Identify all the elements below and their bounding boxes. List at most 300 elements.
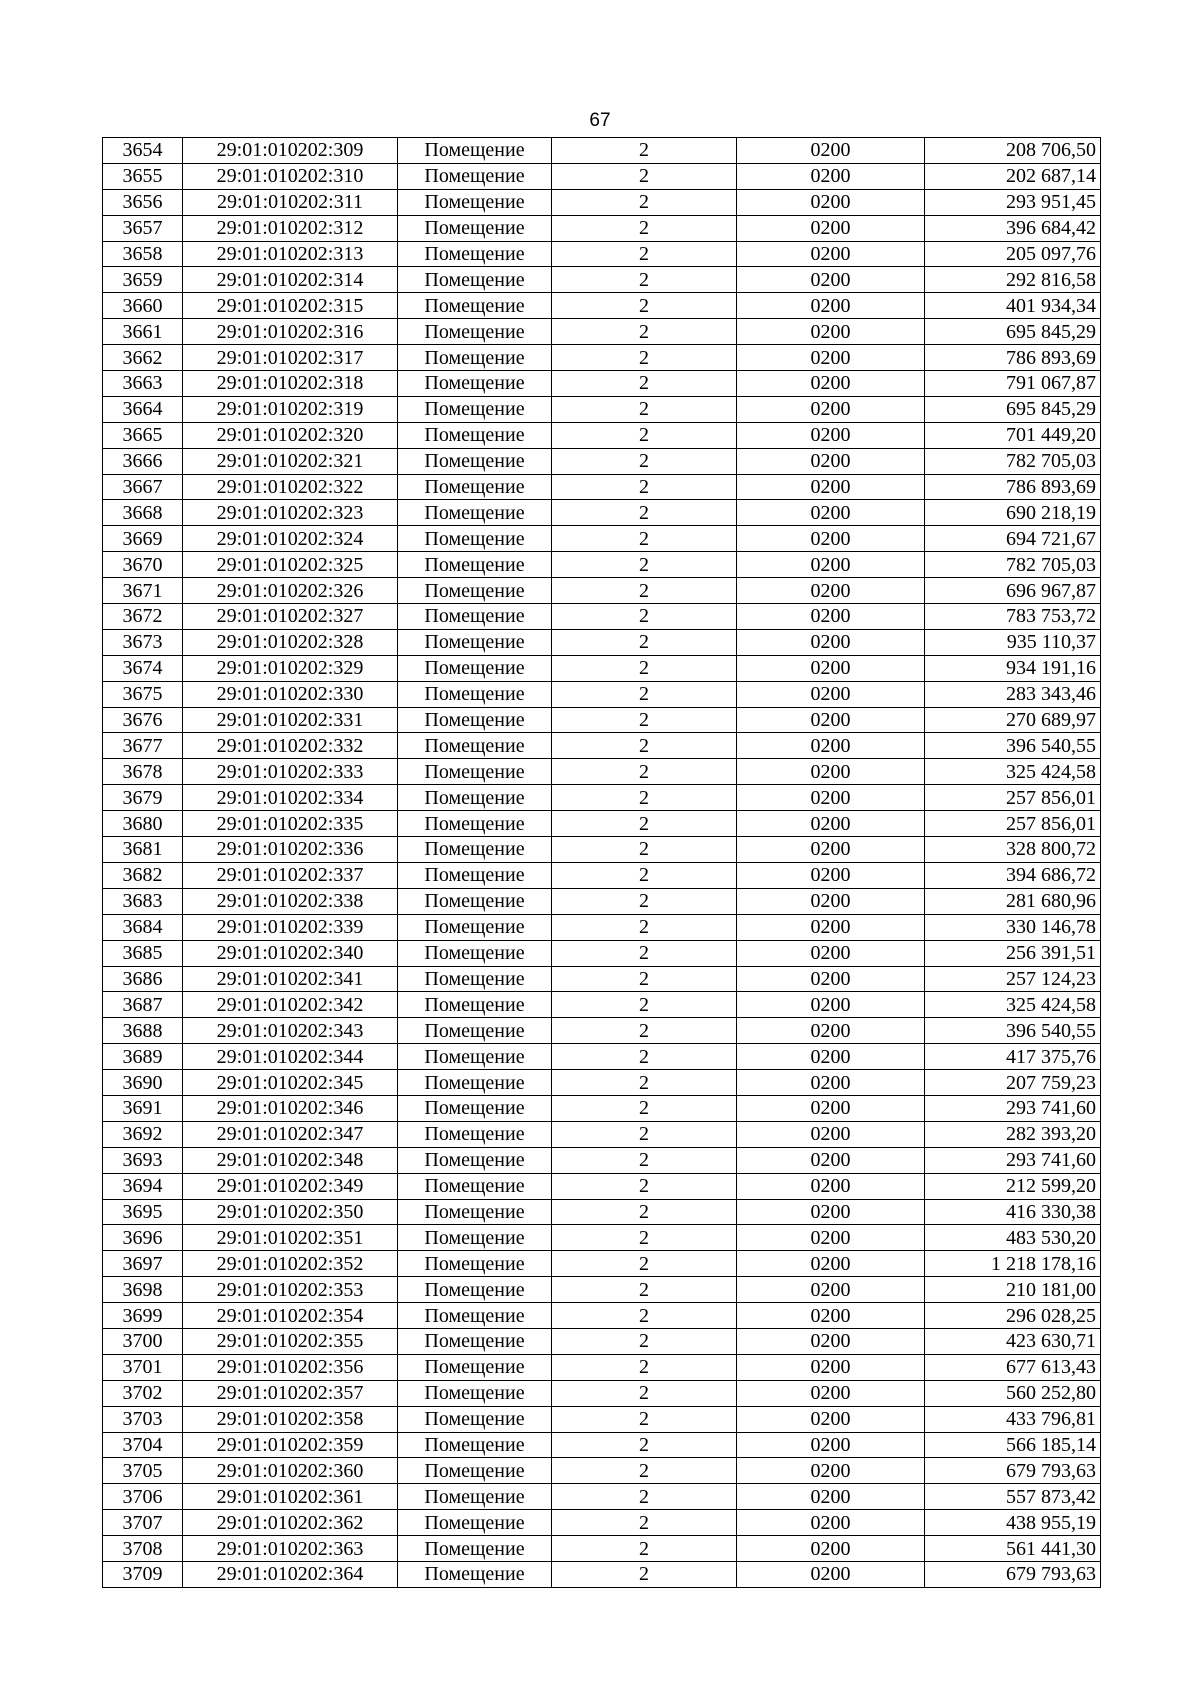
quantity-cell: 2 bbox=[552, 189, 737, 215]
cadastral-value-cell: 330 146,78 bbox=[925, 914, 1101, 940]
object-type-cell: Помещение bbox=[398, 604, 552, 630]
object-type-cell: Помещение bbox=[398, 1095, 552, 1121]
table-row bbox=[103, 526, 1101, 552]
quantity-cell: 2 bbox=[552, 1303, 737, 1329]
table-row bbox=[103, 966, 1101, 992]
object-type-cell: Помещение bbox=[398, 293, 552, 319]
code-cell: 0200 bbox=[737, 1354, 925, 1380]
cadastral-number-cell: 29:01:010202:315 bbox=[183, 293, 398, 319]
object-type-cell: Помещение bbox=[398, 1121, 552, 1147]
row-number-cell: 3703 bbox=[103, 1406, 183, 1432]
object-type-cell: Помещение bbox=[398, 1173, 552, 1199]
cadastral-value-cell: 782 705,03 bbox=[925, 448, 1101, 474]
registry-table-body bbox=[103, 138, 1101, 1588]
table-row bbox=[103, 1018, 1101, 1044]
cadastral-number-cell: 29:01:010202:353 bbox=[183, 1277, 398, 1303]
cadastral-value-cell: 690 218,19 bbox=[925, 500, 1101, 526]
row-number-cell: 3695 bbox=[103, 1199, 183, 1225]
quantity-cell: 2 bbox=[552, 1173, 737, 1199]
quantity-cell: 2 bbox=[552, 448, 737, 474]
cadastral-value-cell: 423 630,71 bbox=[925, 1328, 1101, 1354]
code-cell: 0200 bbox=[737, 1225, 925, 1251]
cadastral-value-cell: 782 705,03 bbox=[925, 552, 1101, 578]
table-row bbox=[103, 1303, 1101, 1329]
row-number-cell: 3701 bbox=[103, 1354, 183, 1380]
cadastral-number-cell: 29:01:010202:329 bbox=[183, 655, 398, 681]
table-row bbox=[103, 785, 1101, 811]
cadastral-value-cell: 483 530,20 bbox=[925, 1225, 1101, 1251]
code-cell: 0200 bbox=[737, 914, 925, 940]
object-type-cell: Помещение bbox=[398, 474, 552, 500]
cadastral-value-cell: 701 449,20 bbox=[925, 422, 1101, 448]
quantity-cell: 2 bbox=[552, 138, 737, 164]
object-type-cell: Помещение bbox=[398, 655, 552, 681]
quantity-cell: 2 bbox=[552, 1070, 737, 1096]
quantity-cell: 2 bbox=[552, 1406, 737, 1432]
cadastral-number-cell: 29:01:010202:340 bbox=[183, 940, 398, 966]
code-cell: 0200 bbox=[737, 1380, 925, 1406]
quantity-cell: 2 bbox=[552, 1018, 737, 1044]
table-row bbox=[103, 811, 1101, 837]
quantity-cell: 2 bbox=[552, 1328, 737, 1354]
cadastral-number-cell: 29:01:010202:330 bbox=[183, 681, 398, 707]
cadastral-number-cell: 29:01:010202:355 bbox=[183, 1328, 398, 1354]
object-type-cell: Помещение bbox=[398, 1225, 552, 1251]
object-type-cell: Помещение bbox=[398, 552, 552, 578]
table-row bbox=[103, 1147, 1101, 1173]
object-type-cell: Помещение bbox=[398, 1510, 552, 1536]
object-type-cell: Помещение bbox=[398, 862, 552, 888]
row-number-cell: 3694 bbox=[103, 1173, 183, 1199]
quantity-cell: 2 bbox=[552, 1199, 737, 1225]
row-number-cell: 3709 bbox=[103, 1561, 183, 1587]
cadastral-value-cell: 679 793,63 bbox=[925, 1458, 1101, 1484]
quantity-cell: 2 bbox=[552, 345, 737, 371]
object-type-cell: Помещение bbox=[398, 681, 552, 707]
cadastral-value-cell: 561 441,30 bbox=[925, 1536, 1101, 1562]
cadastral-number-cell: 29:01:010202:311 bbox=[183, 189, 398, 215]
table-row bbox=[103, 655, 1101, 681]
row-number-cell: 3692 bbox=[103, 1121, 183, 1147]
quantity-cell: 2 bbox=[552, 163, 737, 189]
quantity-cell: 2 bbox=[552, 707, 737, 733]
cadastral-value-cell: 396 540,55 bbox=[925, 733, 1101, 759]
cadastral-number-cell: 29:01:010202:337 bbox=[183, 862, 398, 888]
row-number-cell: 3679 bbox=[103, 785, 183, 811]
cadastral-number-cell: 29:01:010202:361 bbox=[183, 1484, 398, 1510]
quantity-cell: 2 bbox=[552, 681, 737, 707]
object-type-cell: Помещение bbox=[398, 1458, 552, 1484]
row-number-cell: 3667 bbox=[103, 474, 183, 500]
table-row bbox=[103, 448, 1101, 474]
cadastral-number-cell: 29:01:010202:318 bbox=[183, 371, 398, 397]
cadastral-number-cell: 29:01:010202:336 bbox=[183, 837, 398, 863]
row-number-cell: 3707 bbox=[103, 1510, 183, 1536]
row-number-cell: 3702 bbox=[103, 1380, 183, 1406]
quantity-cell: 2 bbox=[552, 1510, 737, 1536]
quantity-cell: 2 bbox=[552, 396, 737, 422]
cadastral-value-cell: 677 613,43 bbox=[925, 1354, 1101, 1380]
quantity-cell: 2 bbox=[552, 1561, 737, 1587]
row-number-cell: 3660 bbox=[103, 293, 183, 319]
row-number-cell: 3678 bbox=[103, 759, 183, 785]
row-number-cell: 3670 bbox=[103, 552, 183, 578]
code-cell: 0200 bbox=[737, 474, 925, 500]
cadastral-value-cell: 325 424,58 bbox=[925, 992, 1101, 1018]
cadastral-value-cell: 791 067,87 bbox=[925, 371, 1101, 397]
table-row bbox=[103, 293, 1101, 319]
row-number-cell: 3676 bbox=[103, 707, 183, 733]
cadastral-number-cell: 29:01:010202:357 bbox=[183, 1380, 398, 1406]
quantity-cell: 2 bbox=[552, 759, 737, 785]
cadastral-value-cell: 786 893,69 bbox=[925, 345, 1101, 371]
table-row bbox=[103, 1432, 1101, 1458]
cadastral-number-cell: 29:01:010202:323 bbox=[183, 500, 398, 526]
object-type-cell: Помещение bbox=[398, 578, 552, 604]
row-number-cell: 3654 bbox=[103, 138, 183, 164]
cadastral-number-cell: 29:01:010202:309 bbox=[183, 138, 398, 164]
cadastral-number-cell: 29:01:010202:363 bbox=[183, 1536, 398, 1562]
cadastral-value-cell: 270 689,97 bbox=[925, 707, 1101, 733]
table-row bbox=[103, 241, 1101, 267]
quantity-cell: 2 bbox=[552, 1536, 737, 1562]
object-type-cell: Помещение bbox=[398, 1432, 552, 1458]
quantity-cell: 2 bbox=[552, 267, 737, 293]
cadastral-value-cell: 208 706,50 bbox=[925, 138, 1101, 164]
row-number-cell: 3661 bbox=[103, 319, 183, 345]
code-cell: 0200 bbox=[737, 267, 925, 293]
cadastral-number-cell: 29:01:010202:320 bbox=[183, 422, 398, 448]
object-type-cell: Помещение bbox=[398, 1277, 552, 1303]
row-number-cell: 3700 bbox=[103, 1328, 183, 1354]
object-type-cell: Помещение bbox=[398, 163, 552, 189]
cadastral-number-cell: 29:01:010202:348 bbox=[183, 1147, 398, 1173]
table-row bbox=[103, 474, 1101, 500]
code-cell: 0200 bbox=[737, 707, 925, 733]
quantity-cell: 2 bbox=[552, 1354, 737, 1380]
code-cell: 0200 bbox=[737, 448, 925, 474]
cadastral-number-cell: 29:01:010202:360 bbox=[183, 1458, 398, 1484]
code-cell: 0200 bbox=[737, 681, 925, 707]
table-row bbox=[103, 707, 1101, 733]
cadastral-number-cell: 29:01:010202:332 bbox=[183, 733, 398, 759]
code-cell: 0200 bbox=[737, 1484, 925, 1510]
cadastral-number-cell: 29:01:010202:352 bbox=[183, 1251, 398, 1277]
quantity-cell: 2 bbox=[552, 1484, 737, 1510]
cadastral-number-cell: 29:01:010202:333 bbox=[183, 759, 398, 785]
quantity-cell: 2 bbox=[552, 1277, 737, 1303]
cadastral-number-cell: 29:01:010202:322 bbox=[183, 474, 398, 500]
code-cell: 0200 bbox=[737, 888, 925, 914]
code-cell: 0200 bbox=[737, 293, 925, 319]
code-cell: 0200 bbox=[737, 966, 925, 992]
object-type-cell: Помещение bbox=[398, 1044, 552, 1070]
table-row bbox=[103, 1510, 1101, 1536]
object-type-cell: Помещение bbox=[398, 371, 552, 397]
code-cell: 0200 bbox=[737, 241, 925, 267]
quantity-cell: 2 bbox=[552, 1251, 737, 1277]
quantity-cell: 2 bbox=[552, 888, 737, 914]
table-row bbox=[103, 138, 1101, 164]
row-number-cell: 3657 bbox=[103, 215, 183, 241]
registry-table bbox=[102, 137, 1101, 1588]
cadastral-number-cell: 29:01:010202:341 bbox=[183, 966, 398, 992]
row-number-cell: 3696 bbox=[103, 1225, 183, 1251]
row-number-cell: 3680 bbox=[103, 811, 183, 837]
row-number-cell: 3668 bbox=[103, 500, 183, 526]
row-number-cell: 3664 bbox=[103, 396, 183, 422]
cadastral-number-cell: 29:01:010202:346 bbox=[183, 1095, 398, 1121]
table-row bbox=[103, 862, 1101, 888]
code-cell: 0200 bbox=[737, 1147, 925, 1173]
page-number: 67 bbox=[589, 110, 611, 131]
cadastral-value-cell: 257 856,01 bbox=[925, 785, 1101, 811]
cadastral-value-cell: 282 393,20 bbox=[925, 1121, 1101, 1147]
code-cell: 0200 bbox=[737, 862, 925, 888]
code-cell: 0200 bbox=[737, 940, 925, 966]
cadastral-number-cell: 29:01:010202:335 bbox=[183, 811, 398, 837]
object-type-cell: Помещение bbox=[398, 1406, 552, 1432]
quantity-cell: 2 bbox=[552, 578, 737, 604]
cadastral-value-cell: 292 816,58 bbox=[925, 267, 1101, 293]
object-type-cell: Помещение bbox=[398, 811, 552, 837]
cadastral-value-cell: 401 934,34 bbox=[925, 293, 1101, 319]
cadastral-value-cell: 694 721,67 bbox=[925, 526, 1101, 552]
object-type-cell: Помещение bbox=[398, 189, 552, 215]
cadastral-number-cell: 29:01:010202:347 bbox=[183, 1121, 398, 1147]
table-row bbox=[103, 552, 1101, 578]
code-cell: 0200 bbox=[737, 1018, 925, 1044]
quantity-cell: 2 bbox=[552, 500, 737, 526]
quantity-cell: 2 bbox=[552, 940, 737, 966]
quantity-cell: 2 bbox=[552, 966, 737, 992]
object-type-cell: Помещение bbox=[398, 785, 552, 811]
row-number-cell: 3699 bbox=[103, 1303, 183, 1329]
cadastral-number-cell: 29:01:010202:358 bbox=[183, 1406, 398, 1432]
quantity-cell: 2 bbox=[552, 319, 737, 345]
cadastral-number-cell: 29:01:010202:350 bbox=[183, 1199, 398, 1225]
quantity-cell: 2 bbox=[552, 733, 737, 759]
row-number-cell: 3677 bbox=[103, 733, 183, 759]
object-type-cell: Помещение bbox=[398, 1328, 552, 1354]
object-type-cell: Помещение bbox=[398, 837, 552, 863]
code-cell: 0200 bbox=[737, 629, 925, 655]
quantity-cell: 2 bbox=[552, 837, 737, 863]
cadastral-value-cell: 396 684,42 bbox=[925, 215, 1101, 241]
quantity-cell: 2 bbox=[552, 862, 737, 888]
object-type-cell: Помещение bbox=[398, 396, 552, 422]
code-cell: 0200 bbox=[737, 1121, 925, 1147]
table-row bbox=[103, 578, 1101, 604]
row-number-cell: 3691 bbox=[103, 1095, 183, 1121]
object-type-cell: Помещение bbox=[398, 1303, 552, 1329]
cadastral-value-cell: 695 845,29 bbox=[925, 319, 1101, 345]
row-number-cell: 3705 bbox=[103, 1458, 183, 1484]
row-number-cell: 3704 bbox=[103, 1432, 183, 1458]
cadastral-value-cell: 783 753,72 bbox=[925, 604, 1101, 630]
table-row bbox=[103, 837, 1101, 863]
cadastral-number-cell: 29:01:010202:356 bbox=[183, 1354, 398, 1380]
quantity-cell: 2 bbox=[552, 992, 737, 1018]
table-row bbox=[103, 733, 1101, 759]
object-type-cell: Помещение bbox=[398, 1536, 552, 1562]
row-number-cell: 3693 bbox=[103, 1147, 183, 1173]
code-cell: 0200 bbox=[737, 785, 925, 811]
table-row bbox=[103, 1536, 1101, 1562]
code-cell: 0200 bbox=[737, 1303, 925, 1329]
object-type-cell: Помещение bbox=[398, 241, 552, 267]
code-cell: 0200 bbox=[737, 1458, 925, 1484]
row-number-cell: 3683 bbox=[103, 888, 183, 914]
object-type-cell: Помещение bbox=[398, 1199, 552, 1225]
object-type-cell: Помещение bbox=[398, 1070, 552, 1096]
row-number-cell: 3655 bbox=[103, 163, 183, 189]
row-number-cell: 3697 bbox=[103, 1251, 183, 1277]
object-type-cell: Помещение bbox=[398, 914, 552, 940]
table-row bbox=[103, 1406, 1101, 1432]
table-row bbox=[103, 396, 1101, 422]
cadastral-value-cell: 560 252,80 bbox=[925, 1380, 1101, 1406]
table-row bbox=[103, 1380, 1101, 1406]
code-cell: 0200 bbox=[737, 811, 925, 837]
row-number-cell: 3686 bbox=[103, 966, 183, 992]
code-cell: 0200 bbox=[737, 1199, 925, 1225]
code-cell: 0200 bbox=[737, 1510, 925, 1536]
row-number-cell: 3666 bbox=[103, 448, 183, 474]
cadastral-value-cell: 934 191,16 bbox=[925, 655, 1101, 681]
cadastral-number-cell: 29:01:010202:345 bbox=[183, 1070, 398, 1096]
code-cell: 0200 bbox=[737, 1328, 925, 1354]
object-type-cell: Помещение bbox=[398, 1251, 552, 1277]
cadastral-number-cell: 29:01:010202:327 bbox=[183, 604, 398, 630]
object-type-cell: Помещение bbox=[398, 448, 552, 474]
cadastral-number-cell: 29:01:010202:342 bbox=[183, 992, 398, 1018]
table-row bbox=[103, 215, 1101, 241]
row-number-cell: 3674 bbox=[103, 655, 183, 681]
cadastral-value-cell: 679 793,63 bbox=[925, 1561, 1101, 1587]
code-cell: 0200 bbox=[737, 1406, 925, 1432]
object-type-cell: Помещение bbox=[398, 500, 552, 526]
cadastral-value-cell: 438 955,19 bbox=[925, 1510, 1101, 1536]
cadastral-value-cell: 257 124,23 bbox=[925, 966, 1101, 992]
object-type-cell: Помещение bbox=[398, 1147, 552, 1173]
cadastral-number-cell: 29:01:010202:313 bbox=[183, 241, 398, 267]
table-row bbox=[103, 1044, 1101, 1070]
cadastral-value-cell: 557 873,42 bbox=[925, 1484, 1101, 1510]
table-row bbox=[103, 888, 1101, 914]
code-cell: 0200 bbox=[737, 138, 925, 164]
code-cell: 0200 bbox=[737, 1173, 925, 1199]
cadastral-value-cell: 283 343,46 bbox=[925, 681, 1101, 707]
row-number-cell: 3665 bbox=[103, 422, 183, 448]
code-cell: 0200 bbox=[737, 371, 925, 397]
object-type-cell: Помещение bbox=[398, 1018, 552, 1044]
table-row bbox=[103, 319, 1101, 345]
table-row bbox=[103, 604, 1101, 630]
object-type-cell: Помещение bbox=[398, 138, 552, 164]
cadastral-value-cell: 695 845,29 bbox=[925, 396, 1101, 422]
quantity-cell: 2 bbox=[552, 526, 737, 552]
cadastral-number-cell: 29:01:010202:364 bbox=[183, 1561, 398, 1587]
table-row bbox=[103, 940, 1101, 966]
cadastral-value-cell: 205 097,76 bbox=[925, 241, 1101, 267]
table-row bbox=[103, 1277, 1101, 1303]
code-cell: 0200 bbox=[737, 500, 925, 526]
row-number-cell: 3663 bbox=[103, 371, 183, 397]
table-row bbox=[103, 345, 1101, 371]
table-row bbox=[103, 189, 1101, 215]
quantity-cell: 2 bbox=[552, 293, 737, 319]
code-cell: 0200 bbox=[737, 189, 925, 215]
cadastral-value-cell: 281 680,96 bbox=[925, 888, 1101, 914]
code-cell: 0200 bbox=[737, 837, 925, 863]
cadastral-value-cell: 328 800,72 bbox=[925, 837, 1101, 863]
object-type-cell: Помещение bbox=[398, 319, 552, 345]
row-number-cell: 3698 bbox=[103, 1277, 183, 1303]
code-cell: 0200 bbox=[737, 1536, 925, 1562]
code-cell: 0200 bbox=[737, 552, 925, 578]
row-number-cell: 3706 bbox=[103, 1484, 183, 1510]
cadastral-number-cell: 29:01:010202:310 bbox=[183, 163, 398, 189]
object-type-cell: Помещение bbox=[398, 1380, 552, 1406]
quantity-cell: 2 bbox=[552, 1380, 737, 1406]
table-row bbox=[103, 422, 1101, 448]
code-cell: 0200 bbox=[737, 759, 925, 785]
quantity-cell: 2 bbox=[552, 1121, 737, 1147]
quantity-cell: 2 bbox=[552, 811, 737, 837]
quantity-cell: 2 bbox=[552, 1432, 737, 1458]
cadastral-number-cell: 29:01:010202:326 bbox=[183, 578, 398, 604]
row-number-cell: 3690 bbox=[103, 1070, 183, 1096]
object-type-cell: Помещение bbox=[398, 733, 552, 759]
cadastral-value-cell: 202 687,14 bbox=[925, 163, 1101, 189]
table-row bbox=[103, 1173, 1101, 1199]
cadastral-value-cell: 935 110,37 bbox=[925, 629, 1101, 655]
code-cell: 0200 bbox=[737, 1432, 925, 1458]
row-number-cell: 3689 bbox=[103, 1044, 183, 1070]
cadastral-number-cell: 29:01:010202:324 bbox=[183, 526, 398, 552]
row-number-cell: 3681 bbox=[103, 837, 183, 863]
cadastral-number-cell: 29:01:010202:339 bbox=[183, 914, 398, 940]
code-cell: 0200 bbox=[737, 1561, 925, 1587]
code-cell: 0200 bbox=[737, 215, 925, 241]
row-number-cell: 3688 bbox=[103, 1018, 183, 1044]
code-cell: 0200 bbox=[737, 578, 925, 604]
code-cell: 0200 bbox=[737, 604, 925, 630]
quantity-cell: 2 bbox=[552, 552, 737, 578]
table-row bbox=[103, 1328, 1101, 1354]
object-type-cell: Помещение bbox=[398, 940, 552, 966]
table-row bbox=[103, 163, 1101, 189]
table-row bbox=[103, 914, 1101, 940]
cadastral-value-cell: 256 391,51 bbox=[925, 940, 1101, 966]
cadastral-number-cell: 29:01:010202:359 bbox=[183, 1432, 398, 1458]
quantity-cell: 2 bbox=[552, 655, 737, 681]
row-number-cell: 3687 bbox=[103, 992, 183, 1018]
table-row bbox=[103, 267, 1101, 293]
quantity-cell: 2 bbox=[552, 1458, 737, 1484]
table-row bbox=[103, 1225, 1101, 1251]
table-row bbox=[103, 629, 1101, 655]
code-cell: 0200 bbox=[737, 1070, 925, 1096]
cadastral-value-cell: 394 686,72 bbox=[925, 862, 1101, 888]
code-cell: 0200 bbox=[737, 1095, 925, 1121]
table-row bbox=[103, 1199, 1101, 1225]
quantity-cell: 2 bbox=[552, 1095, 737, 1121]
cadastral-value-cell: 293 741,60 bbox=[925, 1147, 1101, 1173]
object-type-cell: Помещение bbox=[398, 215, 552, 241]
table-row bbox=[103, 1458, 1101, 1484]
